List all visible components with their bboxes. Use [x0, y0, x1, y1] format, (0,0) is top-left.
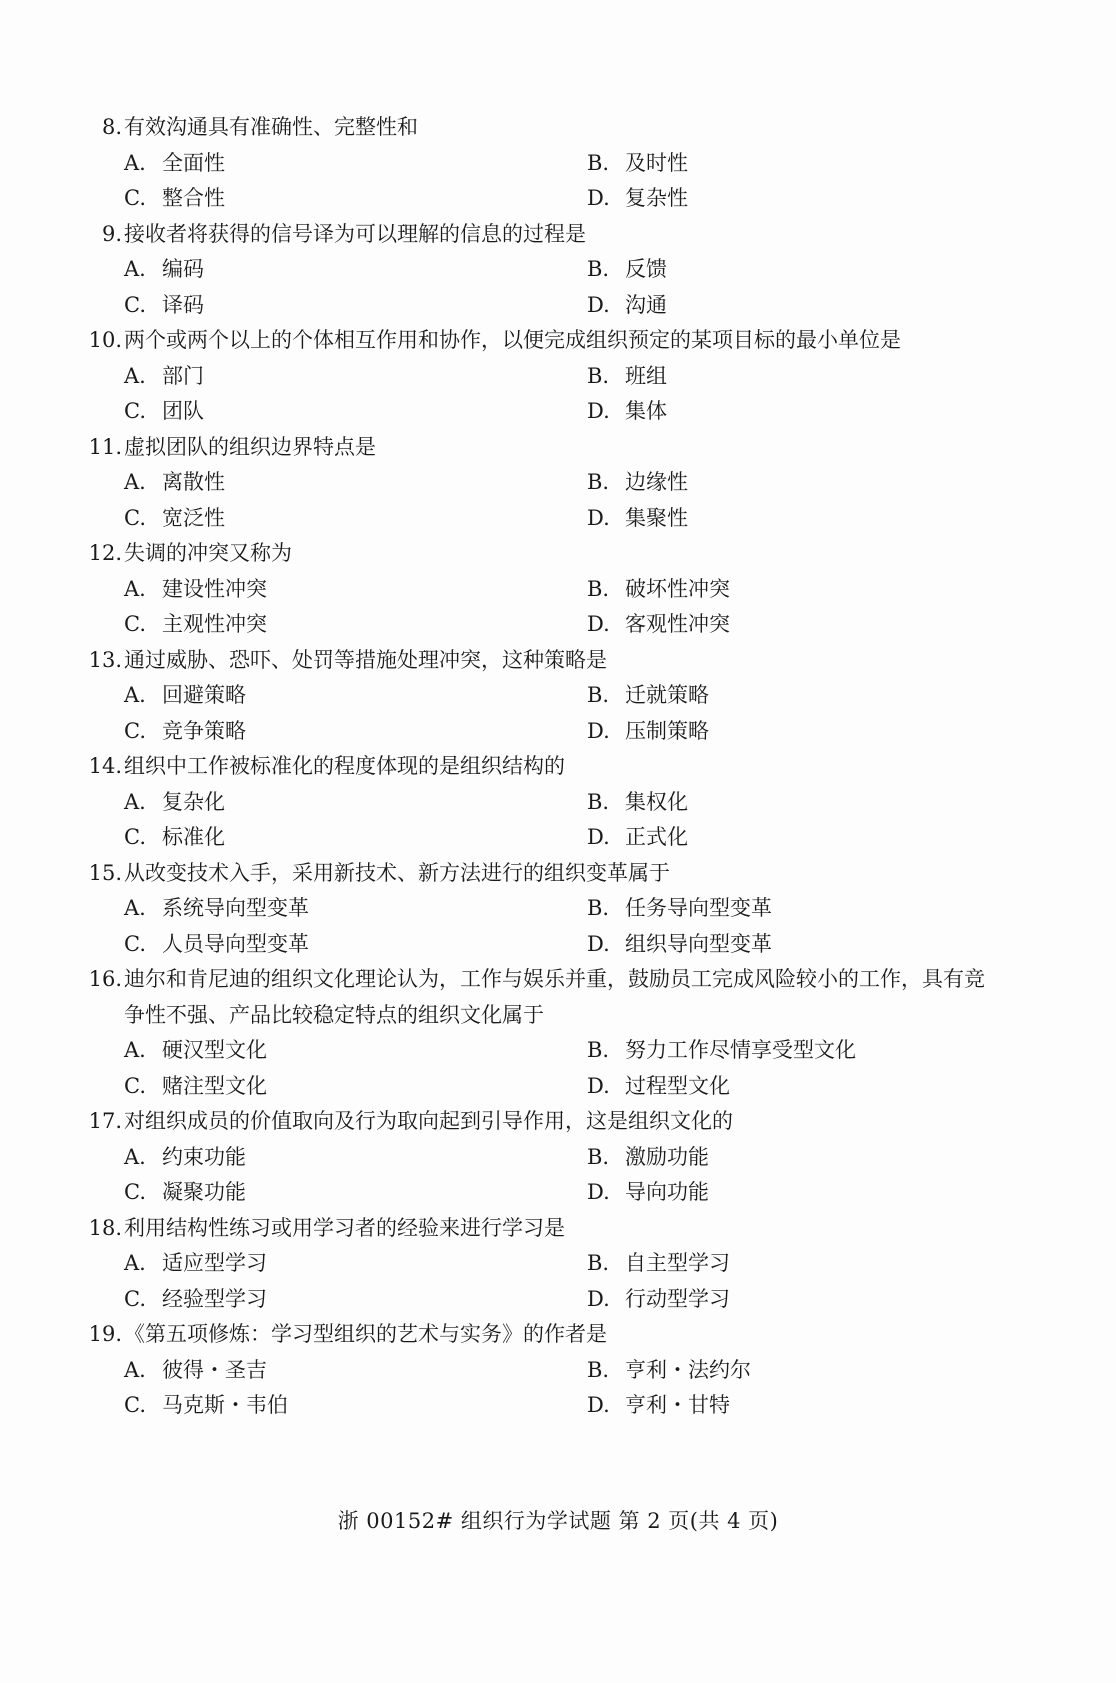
answer-option: [587, 1246, 1007, 1282]
question-stem: [78, 1317, 1018, 1353]
question-stem: [78, 430, 1018, 466]
question-stem: [78, 110, 1018, 146]
question-text: 对组织成员的价值取向及行为取向起到引导作用，这是组织文化的: [124, 1109, 733, 1133]
question-stem: [78, 962, 1018, 1033]
option-letter: B.: [587, 363, 610, 388]
option-text: 自主型学习: [625, 1251, 730, 1275]
answer-option: [587, 1353, 1007, 1389]
option-text: 硬汉型文化: [162, 1038, 267, 1062]
answer-option: [124, 1033, 587, 1069]
answer-option: [124, 607, 587, 643]
option-text: 任务导向型变革: [625, 896, 772, 920]
option-letter: A.: [124, 150, 146, 175]
option-letter: D.: [587, 292, 610, 317]
question-stem: [78, 749, 1018, 785]
option-letter: A.: [124, 470, 146, 494]
option-text: 整合性: [162, 186, 225, 210]
question-stem: [78, 536, 1018, 572]
option-text: 回避策略: [162, 683, 246, 707]
question-text: 有效沟通具有准确性、完整性和: [124, 115, 418, 139]
option-text: 凝聚功能: [162, 1180, 246, 1204]
question-item: [78, 1104, 1018, 1211]
question-stem: [78, 1211, 1018, 1247]
question-number: 19.: [88, 1322, 122, 1346]
option-text: 人员导向型变革: [162, 931, 309, 956]
answer-option: [587, 146, 1007, 182]
answer-option: [124, 820, 587, 856]
option-grid: [78, 1033, 1018, 1104]
question-item: [78, 643, 1018, 750]
option-letter: C.: [124, 718, 146, 743]
option-text: 赌注型文化: [162, 1073, 267, 1098]
question-number: 10.: [88, 328, 122, 352]
option-letter: D.: [587, 505, 610, 530]
answer-option: [124, 1282, 587, 1318]
option-text: 适应型学习: [162, 1251, 267, 1275]
option-letter: C.: [124, 505, 146, 530]
answer-option: [124, 678, 587, 714]
option-letter: B.: [587, 1144, 610, 1169]
option-text: 部门: [162, 363, 204, 388]
option-letter: C.: [124, 292, 146, 317]
option-letter: C.: [124, 1286, 146, 1311]
option-grid: [78, 1140, 1018, 1211]
option-letter: C.: [124, 825, 146, 849]
option-letter: B.: [587, 470, 610, 494]
answer-option: [124, 146, 587, 182]
answer-option: [124, 1353, 587, 1389]
option-text: 努力工作尽情享受型文化: [625, 1038, 856, 1062]
option-text: 主观性冲突: [162, 612, 267, 636]
question-item: [78, 110, 1018, 217]
option-letter: D.: [587, 825, 610, 849]
answer-option: [124, 1175, 587, 1211]
answer-option: [124, 181, 587, 217]
option-text: 沟通: [625, 292, 667, 317]
option-text: 系统导向型变革: [162, 896, 309, 920]
question-list: [78, 110, 1018, 1424]
option-text: 压制策略: [625, 718, 709, 743]
option-letter: D.: [587, 718, 610, 743]
question-item: [78, 1317, 1018, 1424]
option-text: 经验型学习: [162, 1286, 267, 1311]
option-letter: B.: [587, 1251, 610, 1275]
option-text: 边缘性: [625, 470, 688, 494]
answer-option: [587, 1282, 1007, 1318]
answer-option: [124, 927, 587, 963]
option-text: 集权化: [625, 789, 688, 814]
option-text: 亨利・法约尔: [625, 1357, 751, 1382]
option-text: 宽泛性: [162, 505, 225, 530]
question-text: 通过威胁、恐吓、处罚等措施处理冲突，这种策略是: [124, 647, 607, 672]
question-text: 两个或两个以上的个体相互作用和协作，以便完成组织预定的某项目标的最小单位是: [124, 328, 901, 352]
answer-option: [587, 572, 1007, 608]
option-text: 激励功能: [625, 1144, 709, 1169]
option-letter: A.: [124, 789, 146, 814]
option-letter: D.: [587, 612, 610, 636]
option-letter: C.: [124, 1073, 146, 1098]
answer-option: [587, 714, 1007, 750]
answer-option: [124, 714, 587, 750]
option-text: 破坏性冲突: [625, 576, 730, 601]
option-letter: B.: [587, 789, 610, 814]
option-text: 建设性冲突: [162, 576, 267, 601]
question-number: 16.: [88, 967, 122, 991]
option-text: 行动型学习: [625, 1286, 730, 1311]
option-letter: D.: [587, 1180, 610, 1204]
option-grid: [78, 146, 1018, 217]
option-text: 客观性冲突: [625, 612, 730, 636]
option-letter: D.: [587, 1393, 610, 1417]
option-text: 集体: [625, 399, 667, 423]
answer-option: [124, 501, 587, 537]
question-text: 组织中工作被标准化的程度体现的是组织结构的: [124, 754, 565, 778]
answer-option: [587, 1033, 1007, 1069]
option-text: 正式化: [625, 825, 688, 849]
answer-option: [587, 1175, 1007, 1211]
option-letter: A.: [124, 576, 146, 601]
option-text: 编码: [162, 257, 204, 281]
option-text: 亨利・甘特: [625, 1393, 730, 1417]
option-text: 集聚性: [625, 505, 688, 530]
option-text: 离散性: [162, 470, 225, 494]
question-stem: [78, 1104, 1018, 1140]
option-text: 约束功能: [162, 1144, 246, 1169]
option-letter: D.: [587, 399, 610, 423]
option-text: 标准化: [162, 825, 225, 849]
answer-option: [124, 1388, 587, 1424]
option-letter: C.: [124, 612, 146, 636]
option-text: 复杂化: [162, 789, 225, 814]
question-item: [78, 962, 1018, 1104]
answer-option: [587, 1388, 1007, 1424]
question-text: 利用结构性练习或用学习者的经验来进行学习是: [124, 1215, 565, 1240]
option-grid: [78, 252, 1018, 323]
option-letter: C.: [124, 931, 146, 956]
answer-option: [587, 678, 1007, 714]
option-text: 全面性: [162, 150, 225, 175]
option-letter: A.: [124, 1038, 146, 1062]
question-number: 17.: [88, 1109, 122, 1133]
question-number: 12.: [88, 541, 122, 565]
answer-option: [587, 820, 1007, 856]
option-letter: C.: [124, 1180, 146, 1204]
question-text: 虚拟团队的组织边界特点是: [124, 434, 376, 459]
question-stem: [78, 323, 1018, 359]
answer-option: [587, 288, 1007, 324]
option-letter: B.: [587, 257, 610, 281]
option-grid: [78, 678, 1018, 749]
option-letter: B.: [587, 150, 610, 175]
answer-option: [587, 394, 1007, 430]
question-number: 13.: [88, 647, 122, 672]
option-grid: [78, 465, 1018, 536]
question-text: 接收者将获得的信号译为可以理解的信息的过程是: [124, 221, 586, 246]
question-number: 14.: [88, 754, 122, 778]
option-letter: B.: [587, 1038, 610, 1062]
question-item: [78, 1211, 1018, 1318]
answer-option: [587, 607, 1007, 643]
option-grid: [78, 359, 1018, 430]
option-text: 过程型文化: [625, 1073, 730, 1098]
answer-option: [587, 359, 1007, 395]
answer-option: [124, 252, 587, 288]
option-letter: A.: [124, 1144, 146, 1169]
question-item: [78, 323, 1018, 430]
option-letter: D.: [587, 1073, 610, 1098]
option-letter: A.: [124, 1357, 146, 1382]
option-letter: A.: [124, 257, 146, 281]
option-grid: [78, 785, 1018, 856]
answer-option: [587, 1140, 1007, 1176]
answer-option: [124, 394, 587, 430]
option-text: 译码: [162, 292, 204, 317]
option-grid: [78, 572, 1018, 643]
question-number: 11.: [88, 434, 122, 459]
option-letter: A.: [124, 363, 146, 388]
answer-option: [124, 785, 587, 821]
option-letter: D.: [587, 931, 610, 956]
option-letter: A.: [124, 1251, 146, 1275]
answer-option: [587, 501, 1007, 537]
answer-option: [124, 572, 587, 608]
option-text: 迁就策略: [625, 683, 709, 707]
answer-option: [124, 891, 587, 927]
answer-option: [587, 252, 1007, 288]
question-text: 失调的冲突又称为: [124, 541, 292, 565]
question-item: [78, 536, 1018, 643]
answer-option: [124, 1140, 587, 1176]
option-letter: C.: [124, 1393, 146, 1417]
question-stem: [78, 643, 1018, 679]
option-letter: B.: [587, 1357, 610, 1382]
question-stem: [78, 856, 1018, 892]
answer-option: [124, 1069, 587, 1105]
option-text: 班组: [625, 363, 667, 388]
option-letter: A.: [124, 896, 146, 920]
answer-option: [587, 465, 1007, 501]
answer-option: [124, 288, 587, 324]
option-grid: [78, 1246, 1018, 1317]
option-text: 竞争策略: [162, 718, 246, 743]
question-item: [78, 856, 1018, 963]
option-text: 复杂性: [625, 186, 688, 210]
question-number: 15.: [88, 860, 122, 885]
option-text: 马克斯・韦伯: [162, 1393, 288, 1417]
question-text: 迪尔和肯尼迪的组织文化理论认为，工作与娱乐并重，鼓励员工完成风险较小的工作，具有竞争性不强、产品比较稳定特点的组织文化属于: [124, 967, 985, 1027]
option-letter: B.: [587, 896, 610, 920]
option-text: 及时性: [625, 150, 688, 175]
answer-option: [124, 1246, 587, 1282]
answer-option: [587, 891, 1007, 927]
page-footer: 浙 00152# 组织行为学试题 第 2 页(共 4 页): [337, 1509, 779, 1533]
option-text: 团队: [162, 399, 204, 423]
option-grid: [78, 1353, 1018, 1424]
answer-option: [587, 181, 1007, 217]
answer-option: [587, 785, 1007, 821]
answer-option: [124, 359, 587, 395]
question-item: [78, 749, 1018, 856]
question-stem: [78, 217, 1018, 253]
option-letter: D.: [587, 1286, 610, 1311]
question-number: 18.: [88, 1215, 122, 1240]
option-letter: D.: [587, 186, 610, 210]
question-number: 9.: [101, 221, 122, 246]
answer-option: [587, 927, 1007, 963]
option-letter: C.: [124, 186, 146, 210]
option-grid: [78, 891, 1018, 962]
option-letter: B.: [587, 576, 610, 601]
option-text: 导向功能: [625, 1180, 709, 1204]
answer-option: [124, 465, 587, 501]
option-letter: A.: [124, 683, 146, 707]
option-text: 反馈: [625, 257, 667, 281]
question-item: [78, 217, 1018, 324]
answer-option: [587, 1069, 1007, 1105]
option-letter: B.: [587, 683, 610, 707]
question-text: 《第五项修炼：学习型组织的艺术与实务》的作者是: [124, 1322, 607, 1346]
question-text: 从改变技术入手，采用新技术、新方法进行的组织变革属于: [124, 860, 670, 885]
option-text: 彼得・圣吉: [162, 1357, 267, 1382]
option-letter: C.: [124, 399, 146, 423]
option-text: 组织导向型变革: [625, 931, 772, 956]
question-number: 8.: [101, 115, 122, 139]
question-item: [78, 430, 1018, 537]
